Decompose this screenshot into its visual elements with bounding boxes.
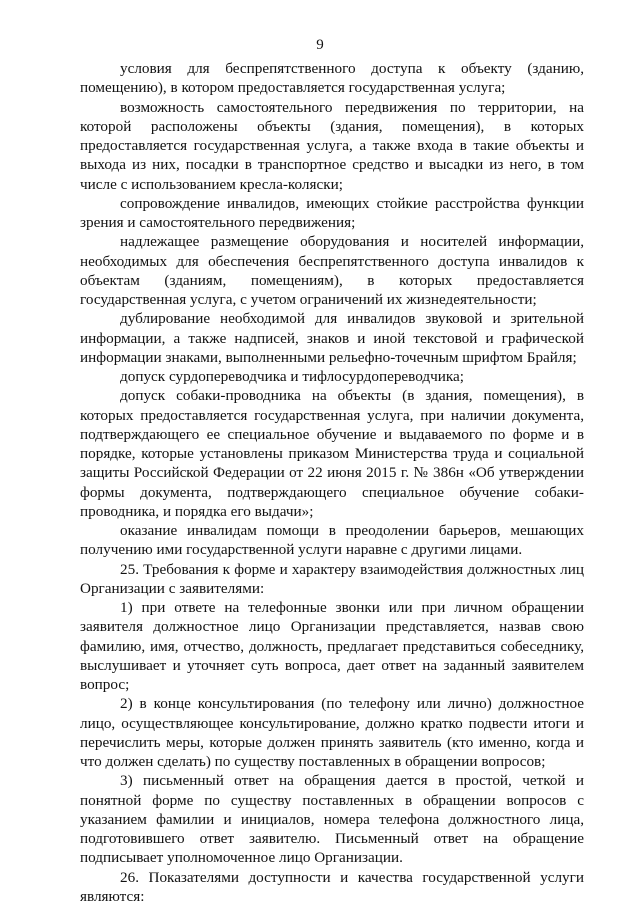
paragraph: надлежащее размещение оборудования и носителей информации, необходимых для обеспечения беспрепятственного доступа инвалидов к объектам (зданиям, помещениям), в которых предоставляется государственная услуга, с учетом ограничений их жизнедеятельности;	[80, 232, 584, 309]
paragraph: допуск сурдопереводчика и тифлосурдопереводчика;	[80, 367, 584, 386]
paragraph: допуск собаки-проводника на объекты (в здания, помещения), в которых предоставляется государственная услуга, при наличии документа, подтверждающего ее специальное обучение и выдаваемого по форме и в порядке, которые установлены приказом Министерства труда и социальной защиты Российской Федерации от 22 июня 2015 г. № 386н «Об утверждении формы документа, подтверждающего специальное обучение собаки-проводника, и порядка его выдачи»;	[80, 386, 584, 521]
paragraph: 2) в конце консультирования (по телефону или лично) должностное лицо, осуществляющее консультирование, должно кратко подвести итоги и перечислить меры, которые должен принять заявитель (кто именно, когда и что должен сделать) по существу поставленных в обращении вопросов;	[80, 694, 584, 771]
document-body	[80, 59, 584, 906]
paragraph: 25. Требования к форме и характеру взаимодействия должностных лиц Организации с заявителями:	[80, 560, 584, 599]
paragraph: сопровождение инвалидов, имеющих стойкие расстройства функции зрения и самостоятельного передвижения;	[80, 194, 584, 233]
paragraph: возможность самостоятельного передвижения по территории, на которой расположены объекты (здания, помещения), в которых предоставляется государственная услуга, а также входа в такие объекты и выхода из них, посадки в транспортное средство и высадки из него, в том числе с использованием кресла-коляски;	[80, 98, 584, 194]
paragraph: дублирование необходимой для инвалидов звуковой и зрительной информации, а также надписей, знаков и иной текстовой и графической информации знаками, выполненными рельефно-точечным шрифтом Брайля;	[80, 309, 584, 367]
paragraph: 3) письменный ответ на обращения дается в простой, четкой и понятной форме по существу поставленных в обращении вопросов с указанием фамилии и инициалов, номера телефона должностного лица, подготовившего ответ заявителю. Письменный ответ на обращение подписывает уполномоченное лицо Организации.	[80, 771, 584, 867]
paragraph: условия для беспрепятственного доступа к объекту (зданию, помещению), в котором предоставляется государственная услуга;	[80, 59, 584, 98]
page-number: 9	[0, 36, 640, 54]
paragraph: 1) при ответе на телефонные звонки или при личном обращении заявителя должностное лицо Организации представляется, назвав свою фамилию, имя, отчество, должность, предлагает представиться собеседнику, выслушивает и уточняет суть вопроса, дает ответ на заданный заявителем вопрос;	[80, 598, 584, 694]
paragraph: оказание инвалидам помощи в преодолении барьеров, мешающих получению ими государственной услуги наравне с другими лицами.	[80, 521, 584, 560]
paragraph: 26. Показателями доступности и качества государственной услуги являются:	[80, 868, 584, 906]
